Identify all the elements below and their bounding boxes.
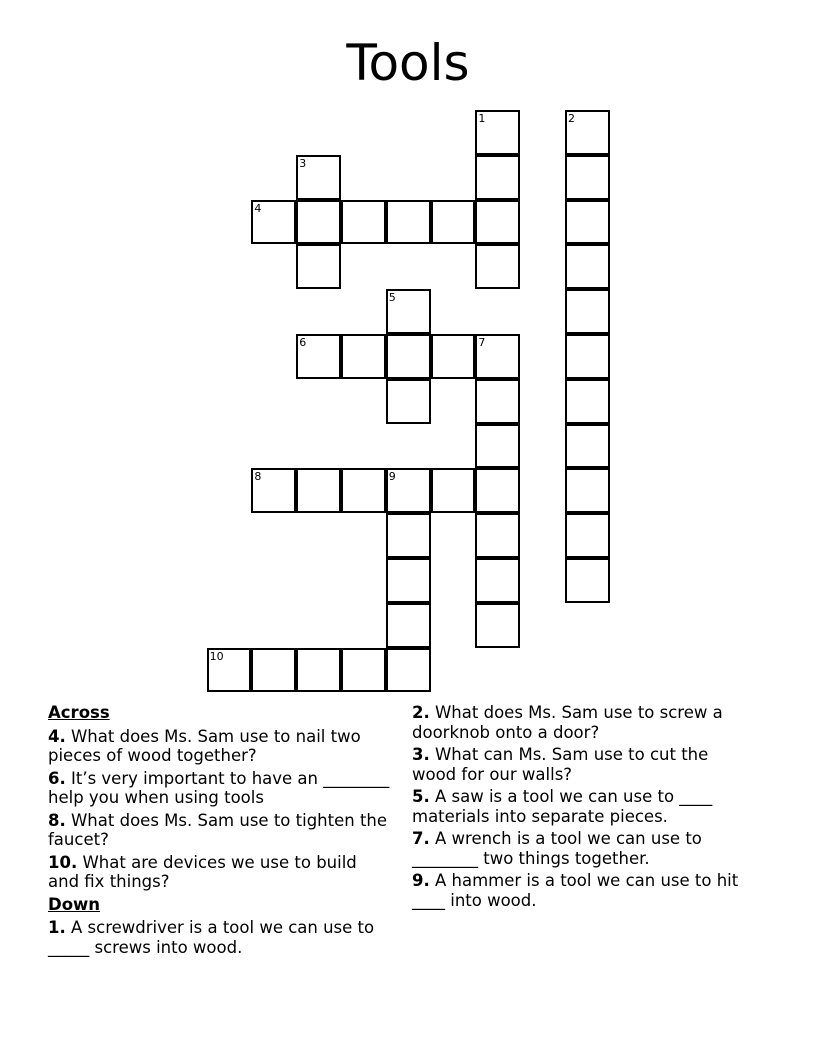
clue-item xyxy=(48,769,393,808)
clue-number: 10 xyxy=(209,649,224,663)
crossword-cell[interactable] xyxy=(475,334,520,379)
clue-item-text: What does Ms. Sam use to screw a doorknob onto a door? xyxy=(412,703,723,742)
crossword-cell[interactable] xyxy=(386,468,431,513)
crossword-cell[interactable] xyxy=(475,603,520,648)
clue-item-number: 4. xyxy=(48,726,66,746)
crossword-cell[interactable] xyxy=(565,379,610,424)
clue-item-text: It’s very important to have an ________ help you when using tools xyxy=(48,768,390,807)
crossword-cell[interactable] xyxy=(341,200,386,245)
clue-number: 7 xyxy=(478,336,486,349)
crossword-cell[interactable] xyxy=(251,468,296,513)
clue-item-number: 10. xyxy=(48,852,78,872)
crossword-cell[interactable] xyxy=(251,648,296,693)
clue-item xyxy=(48,853,393,892)
down-clue-list-continued xyxy=(412,703,757,910)
crossword-cell[interactable] xyxy=(296,468,341,513)
clue-item-number: 2. xyxy=(412,703,430,722)
crossword-cell[interactable] xyxy=(565,513,610,558)
crossword-cell[interactable] xyxy=(475,244,520,289)
crossword-cell[interactable] xyxy=(386,648,431,693)
crossword-cell[interactable] xyxy=(475,155,520,200)
crossword-cell[interactable] xyxy=(431,334,476,379)
clue-item-number: 9. xyxy=(412,871,430,890)
crossword-cell[interactable] xyxy=(475,110,520,155)
crossword-cell[interactable] xyxy=(341,468,386,513)
crossword-cell[interactable] xyxy=(565,200,610,245)
crossword-cell[interactable] xyxy=(475,424,520,469)
crossword-cell[interactable] xyxy=(341,334,386,379)
crossword-cell[interactable] xyxy=(565,558,610,603)
crossword-cell[interactable] xyxy=(565,289,610,334)
page-title: Tools xyxy=(346,34,470,92)
crossword-cell[interactable] xyxy=(251,200,296,245)
crossword-cell[interactable] xyxy=(475,558,520,603)
clue-item-number: 6. xyxy=(48,768,66,788)
clue-number: 2 xyxy=(568,112,575,125)
crossword-cell[interactable] xyxy=(565,468,610,513)
crossword-cell[interactable] xyxy=(475,200,520,245)
crossword-cell[interactable] xyxy=(565,110,610,155)
clue-item-text: A screwdriver is a tool we can use to _____ screws into wood. xyxy=(48,918,375,957)
clues-left-column xyxy=(48,703,393,960)
clue-item-number: 1. xyxy=(48,918,66,937)
clue-number: 6 xyxy=(299,336,307,349)
clue-item-number: 3. xyxy=(412,745,430,764)
crossword-cell[interactable] xyxy=(341,648,386,693)
crossword-cell[interactable] xyxy=(207,648,252,693)
down-clue-list xyxy=(48,918,393,957)
crossword-cell[interactable] xyxy=(475,513,520,558)
clues-right-column xyxy=(412,703,757,913)
clue-item-number: 5. xyxy=(412,787,430,806)
crossword-cell[interactable] xyxy=(296,244,341,289)
clue-item xyxy=(412,829,757,868)
clue-item-number: 8. xyxy=(48,810,66,830)
across-heading: Across xyxy=(48,703,110,722)
clue-number: 1 xyxy=(478,112,486,125)
clue-item xyxy=(412,703,757,742)
clue-item xyxy=(48,811,393,850)
crossword-cell[interactable] xyxy=(386,379,431,424)
clue-number: 8 xyxy=(254,470,262,484)
clue-number: 5 xyxy=(388,291,396,305)
crossword-cell[interactable] xyxy=(386,200,431,245)
crossword-cell[interactable] xyxy=(431,468,476,513)
clue-item-text: What does Ms. Sam use to nail two pieces of wood together? xyxy=(48,726,361,765)
crossword-cell[interactable] xyxy=(386,334,431,379)
clue-number: 4 xyxy=(254,201,262,215)
clue-number: 9 xyxy=(388,470,396,484)
crossword-cell[interactable] xyxy=(386,558,431,603)
crossword-cell[interactable] xyxy=(296,334,341,379)
crossword-cell[interactable] xyxy=(386,513,431,558)
clue-number: 3 xyxy=(299,156,307,170)
crossword-cell[interactable] xyxy=(565,155,610,200)
clue-item-text: A hammer is a tool we can use to hit ____ into wood. xyxy=(412,871,739,910)
clue-item-text: A saw is a tool we can use to ____ materials into separate pieces. xyxy=(412,787,713,826)
crossword-cell[interactable] xyxy=(475,379,520,424)
clue-item-text: What does Ms. Sam use to tighten the faucet? xyxy=(48,810,388,849)
clue-item-text: What are devices we use to build and fix things? xyxy=(48,852,357,891)
across-clue-list xyxy=(48,727,393,892)
crossword-cell[interactable] xyxy=(475,468,520,513)
clue-item-text: What can Ms. Sam use to cut the wood for our walls? xyxy=(412,745,709,784)
crossword-cell[interactable] xyxy=(431,200,476,245)
crossword-cell[interactable] xyxy=(386,603,431,648)
down-heading: Down xyxy=(48,894,101,914)
clue-item-number: 7. xyxy=(412,829,430,848)
clue-item xyxy=(412,787,757,826)
crossword-cell[interactable] xyxy=(296,648,341,693)
crossword-cell[interactable] xyxy=(565,244,610,289)
crossword-cell[interactable] xyxy=(386,289,431,334)
clue-item xyxy=(48,918,393,957)
crossword-cell[interactable] xyxy=(565,424,610,469)
crossword-cell[interactable] xyxy=(565,334,610,379)
clue-item xyxy=(412,745,757,784)
crossword-cell[interactable] xyxy=(296,155,341,200)
clue-item xyxy=(48,727,393,766)
clue-item xyxy=(412,871,757,910)
clue-item-text: A wrench is a tool we can use to ________ two things together. xyxy=(412,829,702,868)
crossword-cell[interactable] xyxy=(296,200,341,245)
